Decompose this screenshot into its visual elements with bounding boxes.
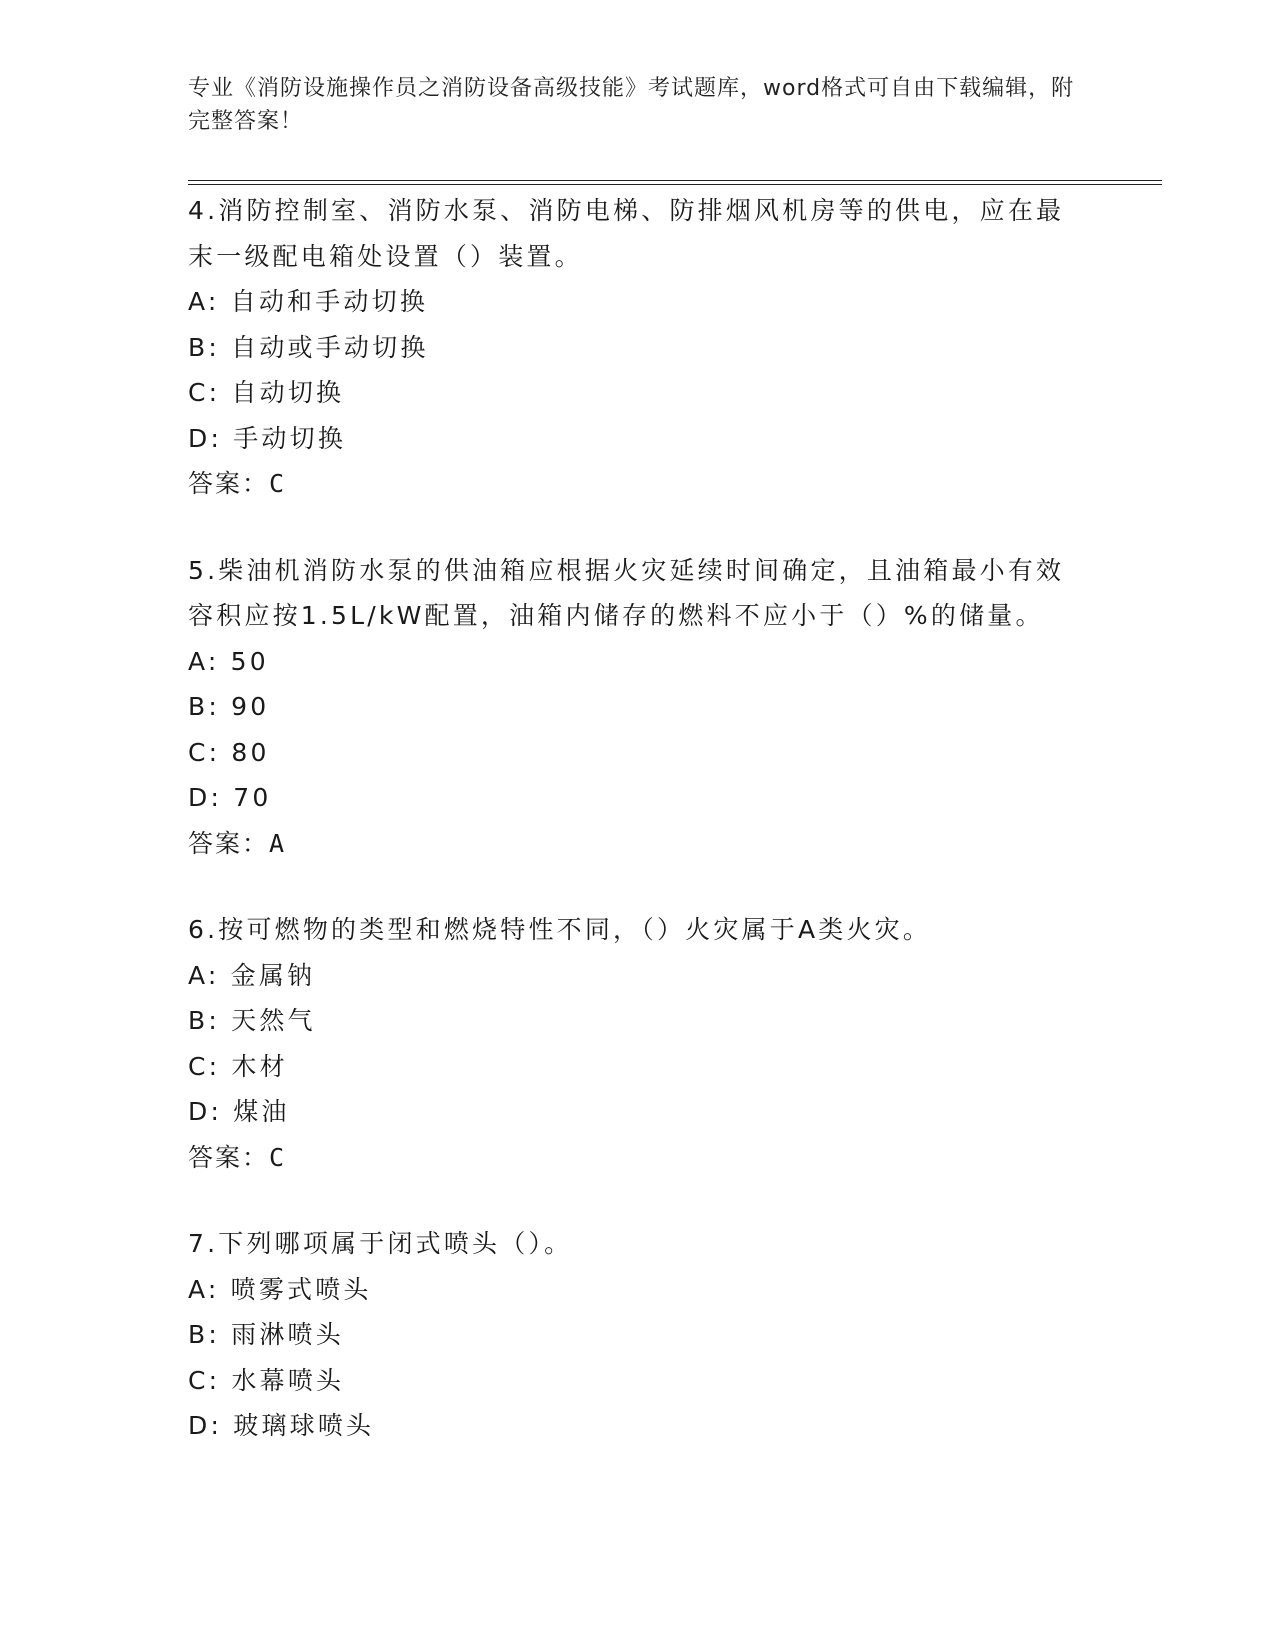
- option-a: A: 喷雾式喷头: [188, 1274, 372, 1304]
- option-c: C: 水幕喷头: [188, 1365, 345, 1395]
- question-stem: 7.下列哪项属于闭式喷头（）。: [188, 1229, 573, 1258]
- answer-value: C: [269, 469, 287, 498]
- option-a: A: 金属钠: [188, 960, 316, 990]
- question-4: [188, 188, 1088, 507]
- option-c: C: 自动切换: [188, 378, 345, 407]
- answer-line: [188, 821, 1088, 867]
- answer-line: [188, 461, 1088, 507]
- option-a: A: 50: [188, 646, 269, 676]
- answer-label: 答案：: [188, 1142, 270, 1172]
- option-b: B: 雨淋喷头: [188, 1320, 344, 1349]
- answer-value: C: [269, 1142, 287, 1172]
- option-c: C: 木材: [188, 1051, 288, 1081]
- option-b: B: 天然气: [188, 1006, 316, 1035]
- document-header: 专业《消防设施操作员之消防设备高级技能》考试题库，word格式可自由下载编辑，附完整答案！: [188, 76, 1075, 134]
- question-7: [188, 1221, 1088, 1449]
- question-5: [188, 548, 1088, 867]
- question-6: [188, 907, 1088, 1180]
- option-c: C: 80: [188, 737, 270, 767]
- header-divider-bottom: [188, 184, 1162, 185]
- answer-label: 答案：: [188, 828, 270, 858]
- option-a: A: 自动和手动切换: [188, 287, 429, 316]
- option-b: B: 90: [188, 692, 270, 721]
- question-stem: 6.按可燃物的类型和燃烧特性不同，（）火灾属于A类火灾。: [188, 915, 932, 944]
- question-list: [188, 188, 1088, 1490]
- option-d: D: 玻璃球喷头: [188, 1411, 375, 1440]
- answer-line: [188, 1135, 1088, 1181]
- option-d: D: 煤油: [188, 1097, 290, 1126]
- option-d: D: 手动切换: [188, 423, 347, 453]
- option-b: B: 自动或手动切换: [188, 332, 429, 362]
- question-stem: 4.消防控制室、消防水泵、消防电梯、防排烟风机房等的供电，应在最末一级配电箱处设置（）装置。: [188, 196, 1065, 271]
- question-stem: 5.柴油机消防水泵的供油箱应根据火灾延续时间确定，且油箱最小有效容积应按1.5L/kW配置，油箱内储存的燃料不应小于（）%的储量。: [188, 555, 1065, 630]
- option-d: D: 70: [188, 783, 272, 812]
- header-divider-top: [188, 180, 1162, 181]
- answer-label: 答案：: [188, 469, 270, 498]
- answer-value: A: [269, 828, 287, 858]
